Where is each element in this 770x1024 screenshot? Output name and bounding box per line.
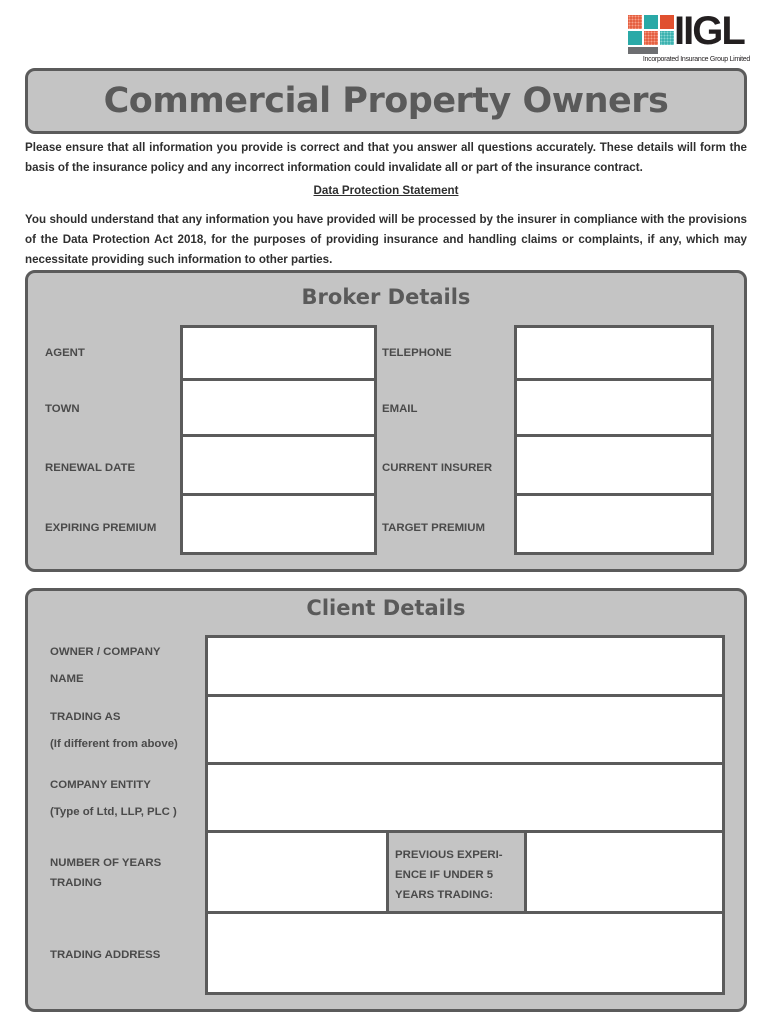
company-entity-field[interactable]: [205, 762, 725, 833]
owner-company-name-field[interactable]: [205, 635, 725, 697]
previous-experience-line1: PREVIOUS EXPERI-: [395, 849, 503, 861]
current-insurer-field[interactable]: [514, 434, 714, 496]
owner-label: OWNER / COMPANY: [50, 646, 161, 658]
previous-experience-line3: YEARS TRADING:: [395, 889, 494, 901]
broker-details-title: Broker Details: [301, 285, 471, 309]
owner-label-line2: NAME: [50, 673, 84, 685]
target-premium-field[interactable]: [514, 493, 714, 555]
logo-tile-icon: [660, 15, 674, 29]
renewal-date-field[interactable]: [180, 434, 377, 496]
intro-text: Please ensure that all information you provide is correct and that you answer all questions accurately. These details will form the basis of the insurance policy and any incorrect information could invalidate all or part of the insurance contract.: [25, 141, 747, 174]
renewal-date-label: RENEWAL DATE: [45, 462, 136, 474]
years-trading-label: NUMBER OF YEARS: [50, 857, 162, 869]
logo-tile-icon: [644, 15, 658, 29]
previous-experience-label: [386, 830, 527, 914]
client-details-title: Client Details: [306, 596, 466, 620]
agent-field[interactable]: [180, 325, 377, 381]
data-protection-text: You should understand that any information you have provided will be processed by the insurer in compliance with the provisions of the Data Protection Act 2018, for the purposes of providing insurance and handling claims or complaints, if any, which may necessitate providing such information to other parties.: [25, 213, 747, 266]
client-details-panel: [25, 588, 747, 1012]
years-trading-field[interactable]: [205, 830, 389, 914]
email-label: EMAIL: [382, 403, 418, 415]
trading-as-note: (If different from above): [50, 738, 178, 750]
trading-as-label: TRADING AS: [50, 711, 121, 723]
logo-tile-icon: [628, 15, 642, 29]
target-premium-label: TARGET PREMIUM: [382, 522, 485, 534]
logo-brand: IIGL: [674, 9, 744, 53]
logo-bar-icon: [628, 47, 658, 54]
agent-label: AGENT: [45, 347, 85, 359]
company-entity-note: (Type of Ltd, LLP, PLC ): [50, 806, 177, 818]
expiring-premium-label: EXPIRING PREMIUM: [45, 522, 157, 534]
current-insurer-label: CURRENT INSURER: [382, 462, 493, 474]
company-entity-label: COMPANY ENTITY: [50, 779, 151, 791]
data-protection-heading: Data Protection Statement: [313, 184, 459, 197]
logo-tile-icon: [660, 31, 674, 45]
logo-tile-icon: [644, 31, 658, 45]
logo-tile-icon: [628, 31, 642, 45]
broker-details-panel: [25, 270, 747, 572]
page-title: Commercial Property Owners: [103, 81, 669, 121]
trading-as-field[interactable]: [205, 694, 725, 765]
email-field[interactable]: [514, 378, 714, 437]
logo-company-name: Incorporated Insurance Group Limited: [642, 56, 750, 63]
title-banner: [25, 68, 747, 134]
expiring-premium-field[interactable]: [180, 493, 377, 555]
town-label: TOWN: [45, 403, 80, 415]
telephone-label: TELEPHONE: [382, 347, 452, 359]
iigl-logo: [628, 9, 750, 66]
trading-address-label: TRADING ADDRESS: [50, 949, 161, 961]
previous-experience-field[interactable]: [524, 830, 725, 914]
telephone-field[interactable]: [514, 325, 714, 381]
years-trading-label-line2: TRADING: [50, 877, 102, 889]
previous-experience-line2: ENCE IF UNDER 5: [395, 869, 494, 881]
trading-address-field[interactable]: [205, 911, 725, 995]
town-field[interactable]: [180, 378, 377, 437]
